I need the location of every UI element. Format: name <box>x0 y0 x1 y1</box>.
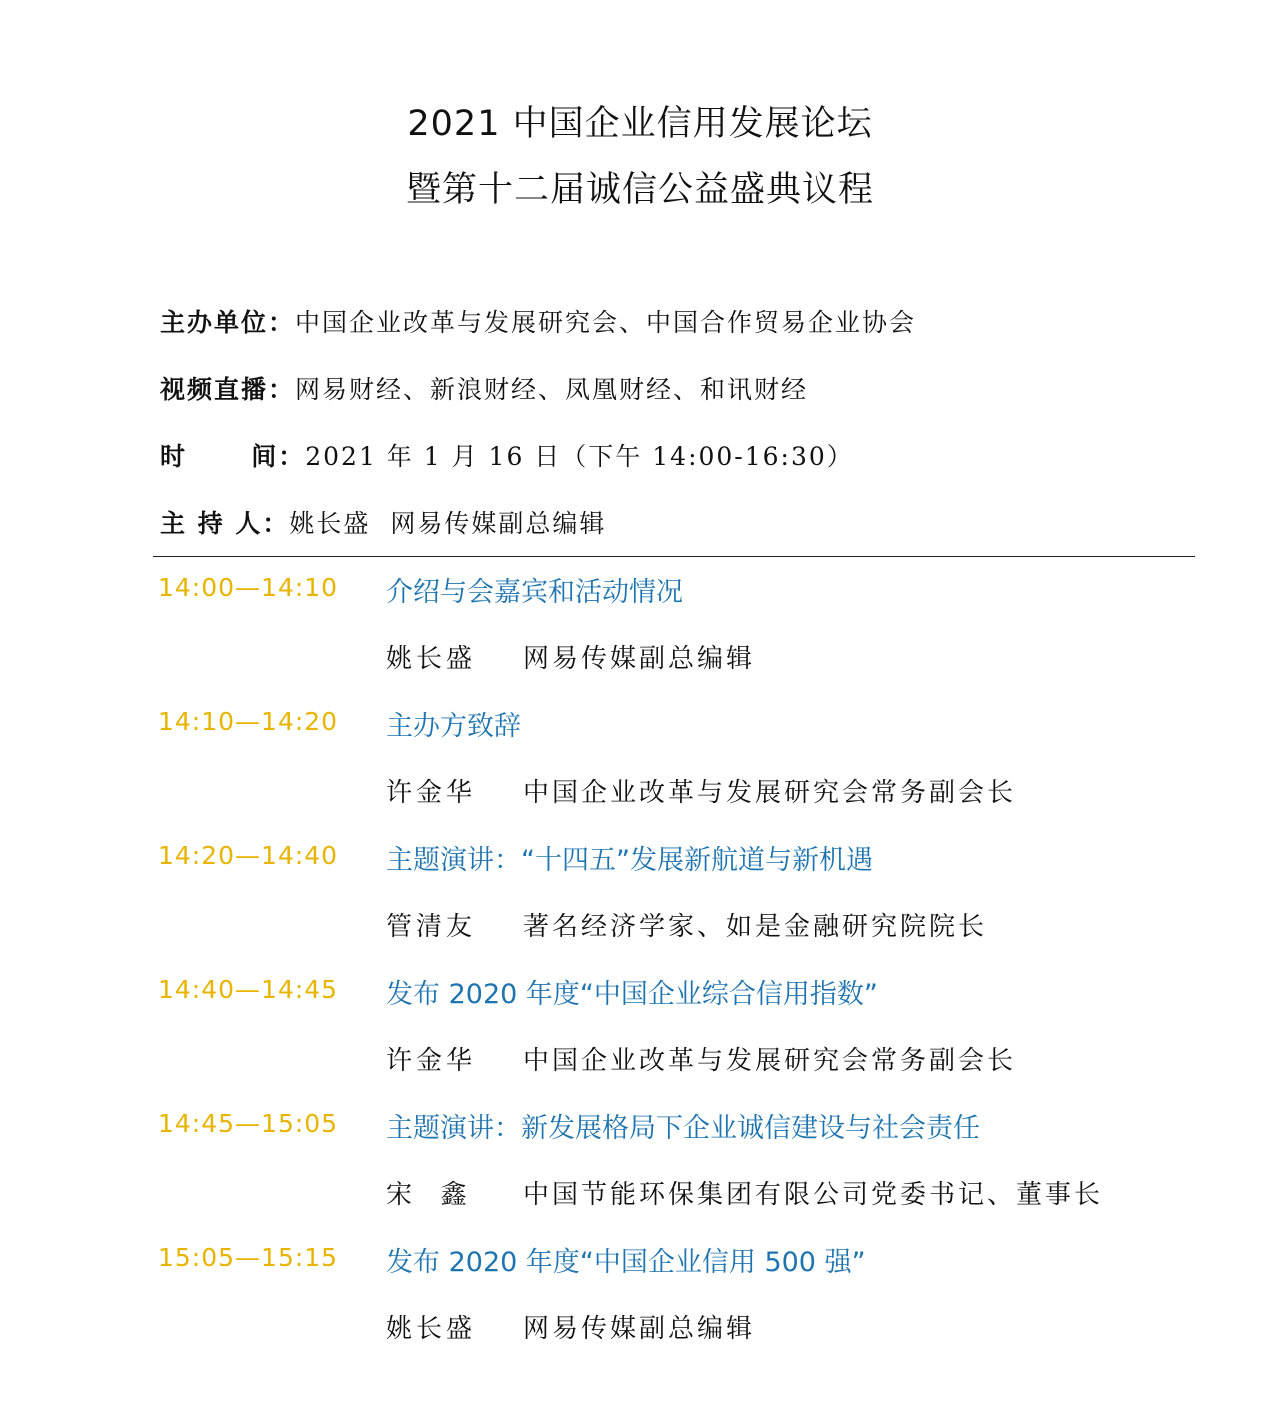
speaker-name: 管清友 <box>386 912 477 942</box>
info-value: 网易财经、新浪财经、凤凰财经、和讯财经 <box>295 375 809 404</box>
info-value: 姚长盛 网易传媒副总编辑 <box>289 509 607 538</box>
session-time: 14:10—14:20 <box>158 707 339 736</box>
divider <box>153 556 1195 557</box>
speaker-role: 中国节能环保集团有限公司党委书记、董事长 <box>523 1180 1104 1210</box>
speaker-name: 宋 鑫 <box>386 1180 471 1210</box>
speaker-name: 许金华 <box>386 778 477 808</box>
session-title: 主题演讲：新发展格局下企业诚信建设与社会责任 <box>386 1113 980 1144</box>
info-label: 主 持 人： <box>160 509 290 538</box>
info-organizer <box>160 303 916 339</box>
speaker-role: 网易传媒副总编辑 <box>523 644 756 674</box>
info-label: 时 间： <box>160 442 306 471</box>
speaker-role: 中国企业改革与发展研究会常务副会长 <box>523 778 1017 808</box>
page-title-line2: 暨第十二届诚信公益盛典议程 <box>405 170 874 210</box>
session-time: 15:05—15:15 <box>158 1243 339 1272</box>
info-host <box>160 504 606 540</box>
info-value: 2021 年 1 月 16 日（下午 14:00-16:30） <box>305 442 854 471</box>
session-title: 主办方致辞 <box>386 711 521 742</box>
speaker-role: 中国企业改革与发展研究会常务副会长 <box>523 1046 1017 1076</box>
session-title: 主题演讲：“十四五”发展新航道与新机遇 <box>386 845 873 876</box>
info-time <box>160 437 854 473</box>
session-time: 14:45—15:05 <box>158 1109 339 1138</box>
info-value: 中国企业改革与发展研究会、中国合作贸易企业协会 <box>295 308 917 337</box>
info-label: 视频直播： <box>160 375 296 404</box>
page-title-line1: 2021 中国企业信用发展论坛 <box>407 104 873 144</box>
session-time: 14:20—14:40 <box>158 841 339 870</box>
speaker-name: 姚长盛 <box>386 644 477 674</box>
session-title: 发布 2020 年度“中国企业信用 500 强” <box>386 1247 866 1278</box>
info-label: 主办单位： <box>160 308 296 337</box>
speaker-name: 许金华 <box>386 1046 477 1076</box>
session-time: 14:40—14:45 <box>158 975 339 1004</box>
session-title: 发布 2020 年度“中国企业综合信用指数” <box>386 979 878 1010</box>
speaker-name: 姚长盛 <box>386 1314 477 1344</box>
info-broadcast <box>160 370 808 406</box>
session-title: 介绍与会嘉宾和活动情况 <box>386 577 683 608</box>
speaker-role: 著名经济学家、如是金融研究院院长 <box>523 912 988 942</box>
speaker-role: 网易传媒副总编辑 <box>523 1314 756 1344</box>
session-time: 14:00—14:10 <box>158 573 339 602</box>
